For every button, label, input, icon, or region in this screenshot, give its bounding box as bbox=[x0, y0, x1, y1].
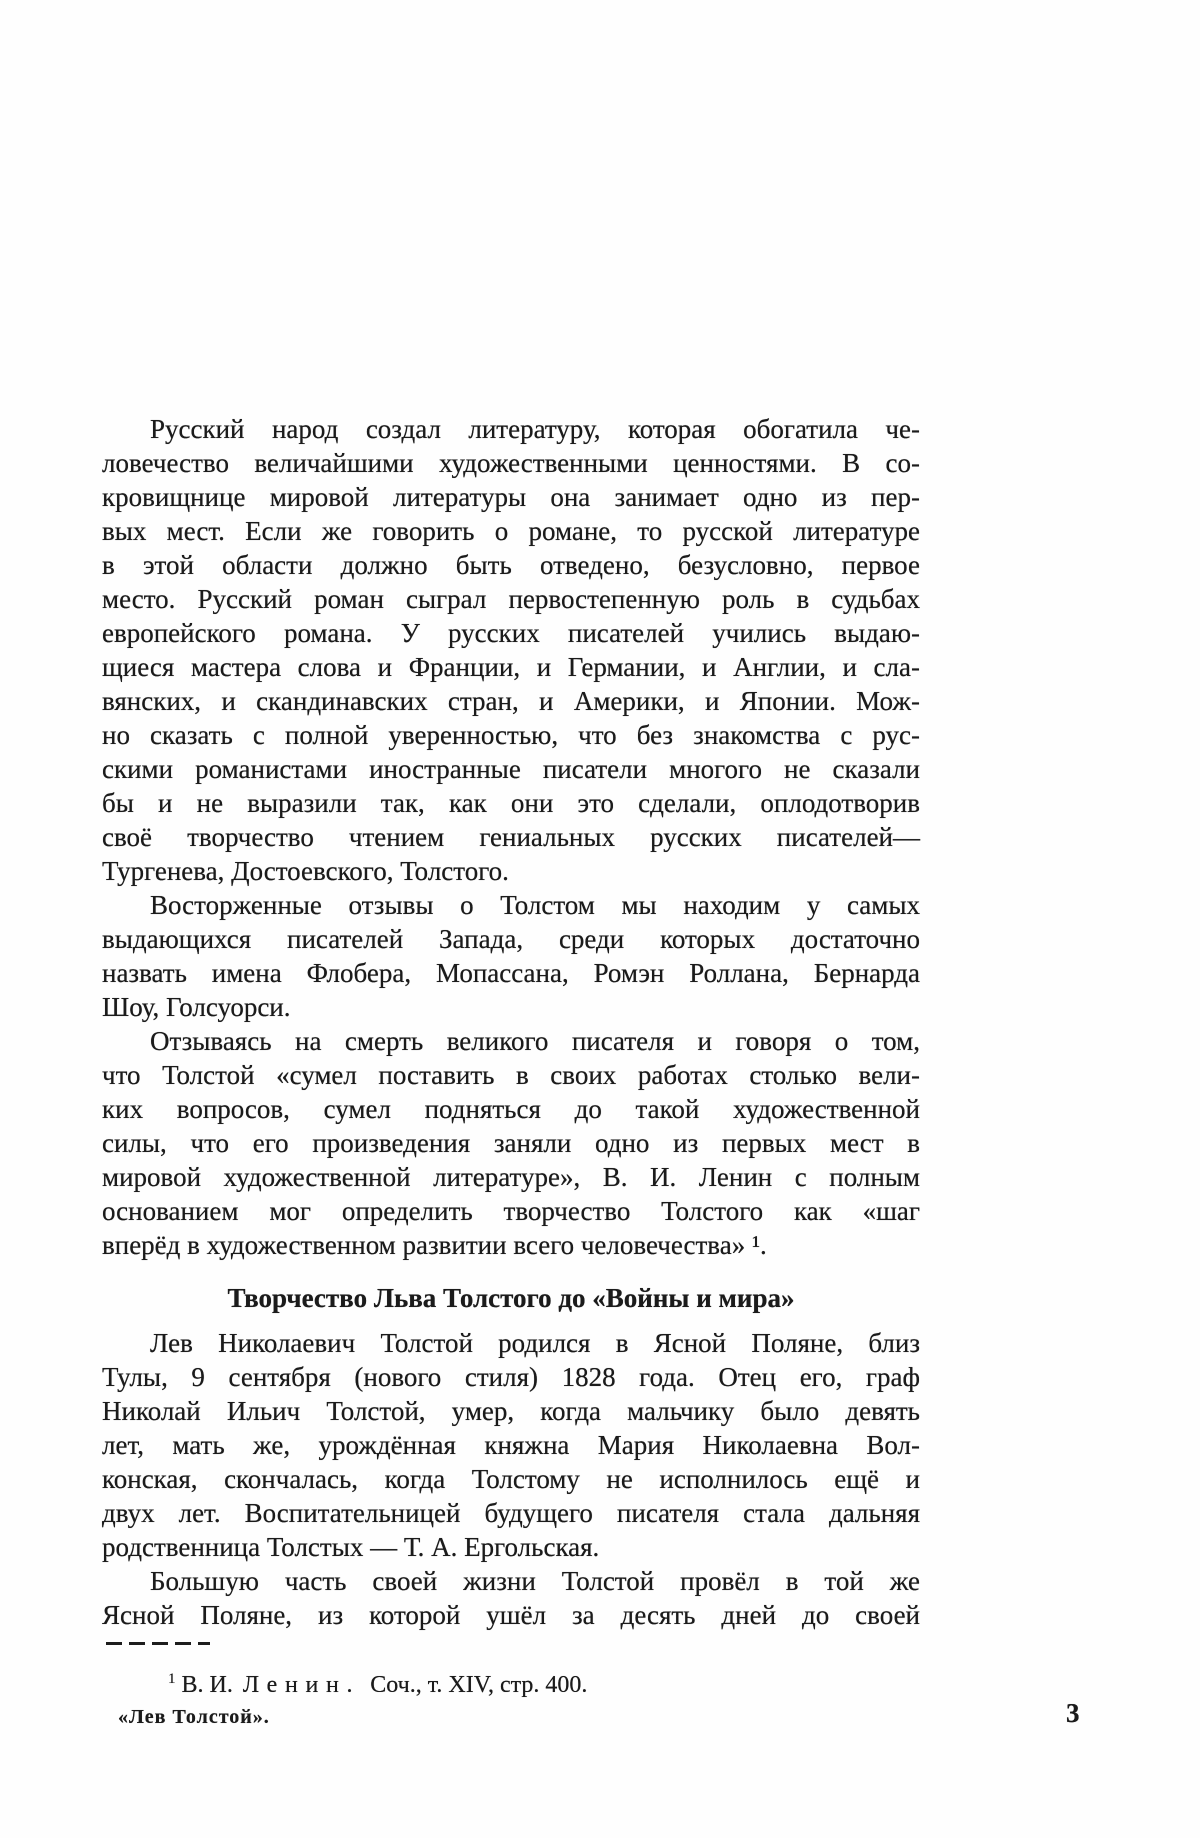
text-line: родственница Толстых — Т. А. Ергольская. bbox=[102, 1532, 600, 1562]
text-line: выдающихся писателей Запада, среди которых достаточно bbox=[102, 924, 920, 954]
footnote-source: Соч., т. XIV, стр. 400. bbox=[370, 1672, 588, 1698]
text-line: скими романистами иностранные писатели многого не сказали bbox=[102, 754, 920, 784]
text-line: но сказать с полной уверенностью, что без знакомства с рус- bbox=[102, 720, 920, 750]
text-line: кровищнице мировой литературы она занимает одно из пер- bbox=[102, 482, 920, 512]
text-line: Восторженные отзывы о Толстом мы находим у самых bbox=[150, 890, 920, 920]
text-line: вых мест. Если же говорить о романе, то русской литературе bbox=[102, 516, 920, 546]
text-line: Лев Николаевич Толстой родился в Ясной Поляне, близ bbox=[150, 1328, 920, 1358]
text-line: лет, мать же, урождённая княжна Мария Николаевна Вол- bbox=[102, 1430, 920, 1460]
text-line: Шоу, Голсуорси. bbox=[102, 992, 291, 1022]
text-line: конская, скончалась, когда Толстому не исполнилось ещё и bbox=[102, 1464, 920, 1494]
paragraph bbox=[102, 1564, 920, 1632]
edition-signature: «Лев Толстой». bbox=[118, 1706, 270, 1728]
text-line: место. Русский роман сыграл первостепенную роль в судьбах bbox=[102, 584, 920, 614]
text-line: назвать имена Флобера, Мопассана, Ромэн Роллана, Бернарда bbox=[102, 958, 920, 988]
footnote-author-name: Ленин. bbox=[242, 1672, 361, 1698]
text-line: силы, что его произведения заняли одно из первых мест в bbox=[102, 1128, 920, 1158]
text-line: мировой художественной литературе», В. И. Ленин с полным bbox=[102, 1162, 920, 1192]
paragraph bbox=[102, 1024, 920, 1262]
text-line: вперёд в художественном развитии всего человечества» ¹. bbox=[102, 1230, 767, 1260]
text-line: Русский народ создал литературу, которая обогатила че- bbox=[150, 414, 920, 444]
text-line: Большую часть своей жизни Толстой провёл в той же bbox=[150, 1566, 920, 1596]
text-line: ловечество величайшими художественными ценностями. В со- bbox=[102, 448, 920, 478]
text-line: бы и не выразили так, как они это сделали, оплодотворив bbox=[102, 788, 920, 818]
section-heading: Творчество Льва Толстого до «Войны и мира» bbox=[227, 1283, 795, 1313]
text-line: Николай Ильич Толстой, умер, когда мальчику было девять bbox=[102, 1396, 920, 1426]
text-line: Ясной Поляне, из которой ушёл за десять дней до своей bbox=[102, 1600, 920, 1630]
text-line: вянских, и скандинавских стран, и Америки, и Японии. Мож- bbox=[102, 686, 920, 716]
text-line: что Толстой «сумел поставить в своих работах столько вели- bbox=[102, 1060, 920, 1090]
text-line: Отзываясь на смерть великого писателя и говоря о том, bbox=[150, 1026, 920, 1056]
text-line: основанием мог определить творчество Толстого как «шаг bbox=[102, 1196, 920, 1226]
text-line: европейского романа. У русских писателей учились выдаю- bbox=[102, 618, 920, 648]
text-line: щиеся мастера слова и Франции, и Германии, и Англии, и сла- bbox=[102, 652, 920, 682]
text-line: Тургенева, Достоевского, Толстого. bbox=[102, 856, 509, 886]
footnote bbox=[168, 1664, 587, 1700]
text-line: в этой области должно быть отведено, безусловно, первое bbox=[102, 550, 920, 580]
text-column bbox=[102, 412, 920, 1632]
footnote-author-initials: В. И. bbox=[181, 1672, 233, 1698]
footnote-separator-rule bbox=[106, 1642, 210, 1645]
text-line: двух лет. Воспитательницей будущего писателя стала дальняя bbox=[102, 1498, 920, 1528]
footnote-marker: 1 bbox=[168, 1671, 176, 1687]
page-number: 3 bbox=[1066, 1698, 1080, 1728]
paragraph bbox=[102, 1326, 920, 1564]
text-line: своё творчество чтением гениальных русских писателей— bbox=[102, 822, 920, 852]
paragraph bbox=[102, 888, 920, 1024]
paragraph bbox=[102, 412, 920, 888]
text-line: ких вопросов, сумел подняться до такой художественной bbox=[102, 1094, 920, 1124]
text-line: Тулы, 9 сентября (нового стиля) 1828 года. Отец его, граф bbox=[102, 1362, 920, 1392]
